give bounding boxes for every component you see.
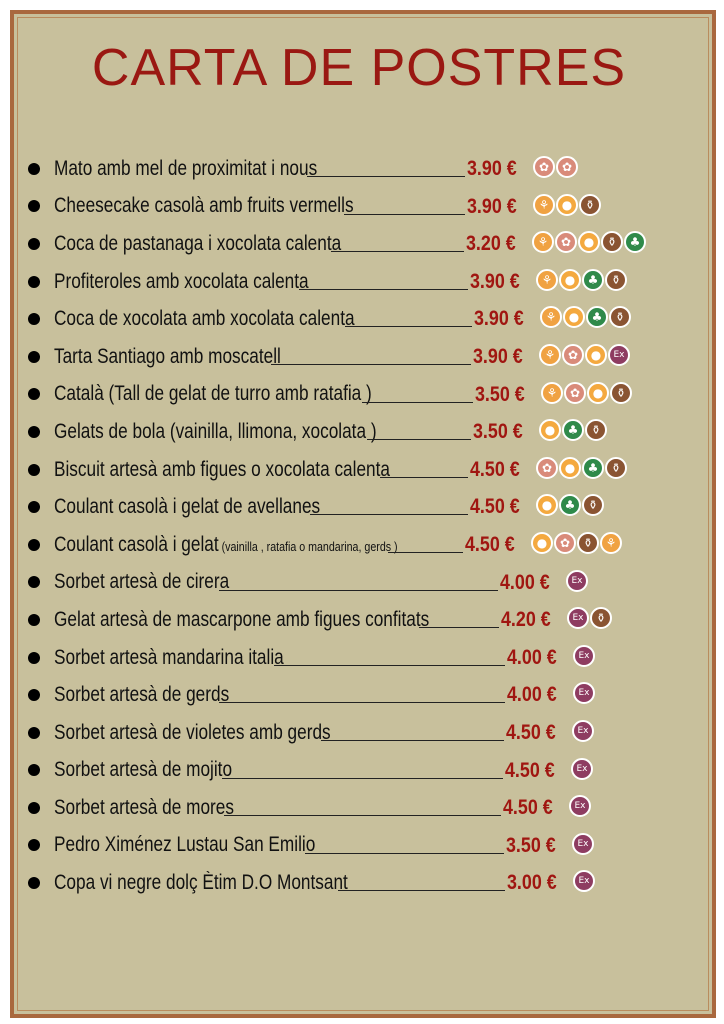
item-name-text: Tarta Santiago amb moscatell [54, 344, 281, 368]
list-item [28, 752, 718, 790]
item-name [54, 570, 229, 594]
leader-line [274, 665, 505, 666]
leader-line [219, 702, 505, 703]
item-price: 4.50 € [470, 457, 520, 481]
item-name-text: Coca de pastanaga i xocolata calenta [54, 231, 342, 255]
bullet [28, 464, 40, 476]
allergen-icons [531, 532, 623, 554]
egg-icon: ● [559, 269, 581, 291]
item-name [54, 345, 281, 369]
bullet [28, 802, 40, 814]
milk-icon: ⚱ [579, 194, 601, 216]
soy-icon: ♣ [624, 231, 646, 253]
milk-icon: ⚱ [585, 419, 607, 441]
item-price: 3.90 € [474, 307, 524, 331]
item-price: 3.50 € [506, 833, 556, 857]
leader-line [338, 890, 505, 891]
bullet [28, 539, 40, 551]
allergen-icons [571, 758, 594, 780]
allergen-icons [539, 344, 631, 366]
item-price: 4.50 € [465, 532, 515, 556]
item-name-text: Sorbet artesà de mores [54, 795, 234, 819]
leader-line [222, 778, 503, 779]
list-item [28, 150, 718, 188]
leader-line [219, 590, 498, 591]
item-name [54, 533, 398, 557]
leader-line [305, 853, 504, 854]
egg-icon: ● [587, 382, 609, 404]
gluten-icon: ⚘ [536, 269, 558, 291]
bullet [28, 313, 40, 325]
bullet [28, 276, 40, 288]
item-price: 4.50 € [505, 758, 555, 782]
item-price: 4.00 € [507, 645, 557, 669]
bullet [28, 614, 40, 626]
list-item [28, 864, 718, 902]
list-item [28, 714, 718, 752]
bullet [28, 388, 40, 400]
item-name-text: Gelats de bola (vainilla, llimona, xocolata ) [54, 419, 377, 443]
allergen-icons [572, 833, 595, 855]
list-item [28, 639, 718, 677]
item-name [54, 871, 348, 895]
bullet [28, 689, 40, 701]
egg-icon: ● [578, 231, 600, 253]
item-name [54, 495, 320, 519]
milk-icon: ⚱ [582, 494, 604, 516]
allergen-icons [573, 682, 596, 704]
egg-icon: ● [559, 457, 581, 479]
item-price: 3.50 € [473, 420, 523, 444]
bullet [28, 652, 40, 664]
bullet [28, 200, 40, 212]
list-item [28, 601, 718, 639]
nut-icon: ✿ [564, 382, 586, 404]
allergen-icons [566, 570, 589, 592]
item-name-text: Pedro Ximénez Lustau San Emilio [54, 833, 316, 857]
soy-icon: ♣ [586, 306, 608, 328]
leader-line [321, 740, 504, 741]
list-item [28, 376, 718, 414]
leader-line [331, 251, 464, 252]
allergen-icons [540, 306, 632, 328]
list-item [28, 338, 718, 376]
milk-icon: ⚱ [605, 457, 627, 479]
soy-icon: ♣ [562, 419, 584, 441]
item-name-text: Cheesecake casolà amb fruits vermells [54, 194, 354, 218]
item-name-text: Sorbet artesà de gerds [54, 683, 230, 707]
soy-icon: ♣ [582, 457, 604, 479]
list-item [28, 225, 718, 263]
item-name [54, 232, 341, 256]
list-item [28, 263, 718, 301]
leader-line [419, 627, 499, 628]
sulphite-icon: Ex [571, 758, 593, 780]
milk-icon: ⚱ [601, 231, 623, 253]
leader-line [380, 477, 468, 478]
sulphite-icon: Ex [567, 607, 589, 629]
nut-icon: ✿ [555, 231, 577, 253]
egg-icon: ● [536, 494, 558, 516]
soy-icon: ♣ [582, 269, 604, 291]
bullet [28, 351, 40, 363]
allergen-icons [536, 269, 628, 291]
sulphite-icon: Ex [566, 570, 588, 592]
list-item [28, 789, 718, 827]
item-name-text: Català (Tall de gelat de turro amb ratafia ) [54, 382, 372, 406]
bullet [28, 163, 40, 175]
list-item [28, 451, 718, 489]
item-name [54, 683, 229, 707]
sulphite-icon: Ex [573, 682, 595, 704]
milk-icon: ⚱ [590, 607, 612, 629]
item-name-text: Biscuit artesà amb figues o xocolata calenta [54, 457, 390, 481]
list-item [28, 827, 718, 865]
dessert-list [28, 150, 718, 902]
allergen-icons [539, 419, 608, 441]
sulphite-icon: Ex [569, 795, 591, 817]
bullet [28, 426, 40, 438]
allergen-icons [536, 457, 628, 479]
nut-icon: ✿ [562, 344, 584, 366]
item-price: 4.50 € [506, 720, 556, 744]
nut-icon: ✿ [554, 532, 576, 554]
sulphite-icon: Ex [573, 645, 595, 667]
item-name [54, 382, 372, 406]
item-name [54, 721, 331, 745]
sulphite-icon: Ex [572, 833, 594, 855]
gluten-icon: ⚘ [539, 344, 561, 366]
item-name [54, 458, 390, 482]
allergen-icons [567, 607, 613, 629]
sulphite-icon: Ex [572, 720, 594, 742]
leader-line [362, 402, 473, 403]
sulphite-icon: Ex [573, 870, 595, 892]
item-name-text: Sorbet artesà de cirera [54, 570, 230, 594]
leader-line [388, 552, 463, 553]
egg-icon: ● [539, 419, 561, 441]
allergen-icons [569, 795, 592, 817]
egg-icon: ● [563, 306, 585, 328]
item-price: 3.90 € [467, 194, 517, 218]
allergen-icons [541, 382, 633, 404]
item-name-text: Copa vi negre dolç Ètim D.O Montsant [54, 871, 348, 895]
allergen-icons [536, 494, 605, 516]
leader-line [307, 176, 465, 177]
leader-line [310, 514, 468, 515]
allergen-icons [572, 720, 595, 742]
item-price: 4.20 € [501, 608, 551, 632]
leader-line [345, 326, 472, 327]
item-name [54, 608, 429, 632]
item-price: 3.20 € [466, 232, 516, 256]
item-name [54, 157, 317, 181]
item-name [54, 420, 377, 444]
item-note: (vainilla , ratafia o mandarina, gerds ) [218, 538, 398, 554]
list-item [28, 526, 718, 564]
leader-line [344, 214, 465, 215]
item-name [54, 646, 284, 670]
allergen-icons [573, 870, 596, 892]
egg-icon: ● [556, 194, 578, 216]
item-price: 4.00 € [500, 570, 550, 594]
item-name-text: Coulant casolà i gelat [54, 532, 219, 556]
allergen-icons [533, 156, 579, 178]
item-name-text: Profiteroles amb xocolata calenta [54, 269, 309, 293]
item-name-text: Coca de xocolata amb xocolata calenta [54, 307, 355, 331]
nut-icon: ✿ [533, 156, 555, 178]
list-item [28, 413, 718, 451]
item-price: 4.00 € [507, 683, 557, 707]
item-name [54, 833, 315, 857]
gluten-icon: ⚘ [541, 382, 563, 404]
bullet [28, 501, 40, 513]
bullet [28, 727, 40, 739]
list-item [28, 188, 718, 226]
leader-line [367, 439, 471, 440]
item-name [54, 194, 354, 218]
gluten-icon: ⚘ [600, 532, 622, 554]
list-item [28, 488, 718, 526]
allergen-icons [532, 231, 647, 253]
bullet [28, 764, 40, 776]
leader-line [299, 289, 468, 290]
milk-icon: ⚱ [577, 532, 599, 554]
item-price: 3.90 € [470, 269, 520, 293]
item-price: 3.90 € [467, 157, 517, 180]
item-name [54, 758, 232, 782]
list-item [28, 300, 718, 338]
bullet [28, 238, 40, 250]
nut-icon: ✿ [556, 156, 578, 178]
gluten-icon: ⚘ [532, 231, 554, 253]
item-name [54, 307, 355, 331]
allergen-icons [533, 194, 602, 216]
nut-icon: ✿ [536, 457, 558, 479]
sulphite-icon: Ex [608, 344, 630, 366]
item-price: 3.00 € [507, 871, 557, 895]
bullet [28, 839, 40, 851]
item-name-text: Sorbet artesà mandarina italia [54, 645, 284, 669]
item-name-text: Mato amb mel de proximitat i nous [54, 156, 318, 180]
item-price: 4.50 € [470, 495, 520, 519]
milk-icon: ⚱ [605, 269, 627, 291]
egg-icon: ● [531, 532, 553, 554]
list-item [28, 676, 718, 714]
item-price: 3.50 € [475, 382, 525, 406]
item-price: 4.50 € [503, 796, 553, 820]
bullet [28, 877, 40, 889]
item-name-text: Gelat artesà de mascarpone amb figues confitats [54, 607, 430, 631]
page-title: CARTA DE POSTRES [91, 39, 627, 97]
item-price: 3.90 € [473, 344, 523, 368]
item-name-text: Sorbet artesà de mojito [54, 758, 233, 782]
leader-line [224, 815, 501, 816]
item-name [54, 796, 234, 820]
milk-icon: ⚱ [610, 382, 632, 404]
gluten-icon: ⚘ [533, 194, 555, 216]
list-item [28, 564, 718, 602]
item-name-text: Coulant casolà i gelat de avellanes [54, 495, 321, 519]
item-name [54, 270, 309, 294]
milk-icon: ⚱ [609, 306, 631, 328]
item-name-text: Sorbet artesà de violetes amb gerds [54, 720, 331, 744]
soy-icon: ♣ [559, 494, 581, 516]
leader-line [271, 364, 471, 365]
egg-icon: ● [585, 344, 607, 366]
bullet [28, 576, 40, 588]
allergen-icons [573, 645, 596, 667]
gluten-icon: ⚘ [540, 306, 562, 328]
